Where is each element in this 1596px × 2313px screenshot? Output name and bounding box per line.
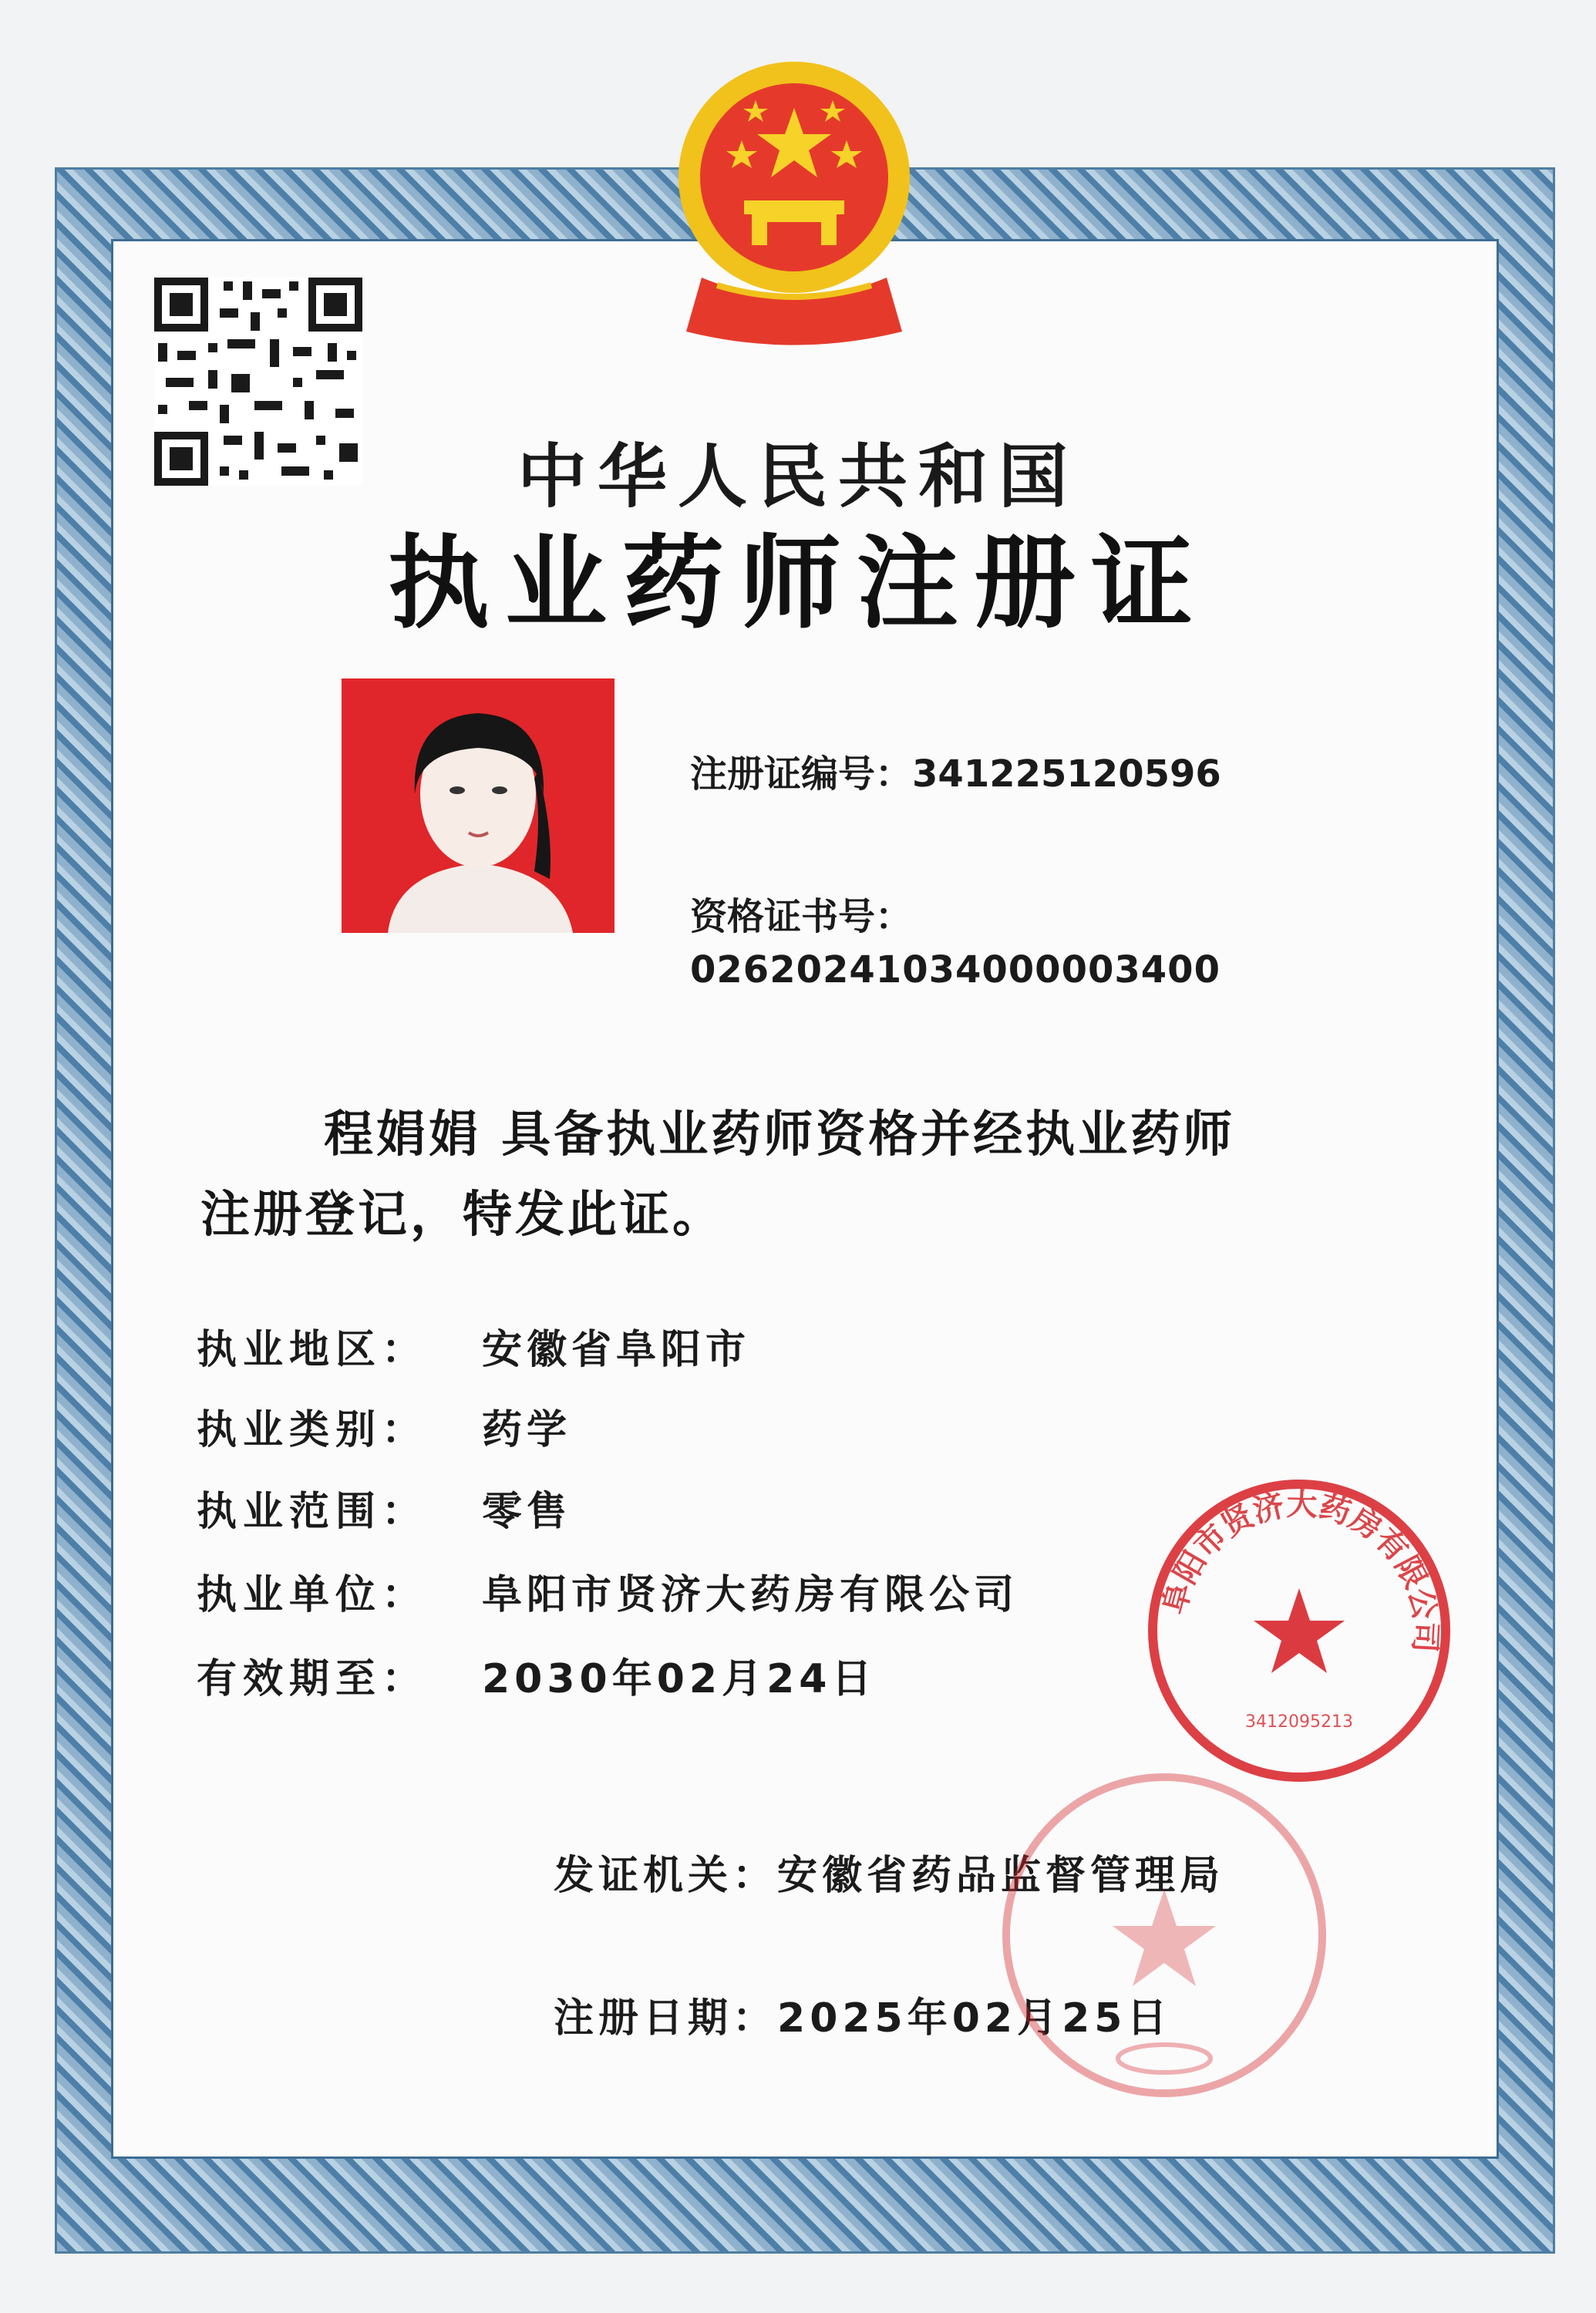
valid-until-row [197, 1646, 876, 1704]
practice-unit-row [197, 1562, 1019, 1620]
registration-number-value: 341225120596 [912, 752, 1221, 796]
company-seal-stamp [1141, 1473, 1457, 1789]
holder-name: 程娟娟 [324, 1106, 481, 1163]
registration-date-value: 2025年02月25日 [777, 1995, 1172, 2042]
authority-seal-stamp [995, 1766, 1334, 2105]
qualification-number-label: 资格证书号： [690, 895, 913, 938]
statement-line-1: 具备执业药师资格并经执业药师 [501, 1106, 1236, 1163]
company-seal-text: 阜阳市贤济大药房有限公司 [1157, 1486, 1443, 1654]
valid-until-value: 2030年02月24日 [482, 1656, 877, 1702]
registration-date-label: 注册日期： [554, 1995, 778, 2042]
practice-scope-value: 零售 [482, 1489, 572, 1535]
certification-statement [200, 1095, 1450, 1255]
practice-region-label: 执业地区： [197, 1327, 429, 1373]
statement-line-2: 注册登记，特发此证。 [200, 1186, 725, 1244]
company-seal-code: 3412095213 [1245, 1712, 1353, 1732]
id-photo [342, 678, 614, 933]
practice-scope-label: 执业范围： [197, 1489, 429, 1535]
registration-number-label: 注册证编号： [690, 752, 913, 796]
practice-category-value: 药学 [482, 1407, 572, 1453]
national-emblem-icon [671, 54, 918, 347]
qualification-number-value: 02620241034000003400 [690, 948, 1221, 992]
practice-unit-label: 执业单位： [197, 1572, 429, 1618]
practice-category-label: 执业类别： [197, 1407, 429, 1453]
practice-category-row [197, 1397, 571, 1455]
issuing-authority-label: 发证机关： [554, 1853, 778, 1899]
certificate-title: 执业药师注册证 [388, 524, 1208, 643]
practice-region-row [197, 1317, 750, 1375]
practice-unit-value: 阜阳市贤济大药房有限公司 [482, 1572, 1019, 1618]
registration-number [690, 744, 1221, 797]
valid-until-label: 有效期至： [197, 1656, 429, 1702]
issuing-authority-value: 安徽省药品监督管理局 [777, 1853, 1225, 1899]
title-country: 中华人民共和国 [517, 436, 1079, 517]
practice-scope-row [197, 1479, 571, 1537]
practice-region-value: 安徽省阜阳市 [482, 1327, 751, 1373]
